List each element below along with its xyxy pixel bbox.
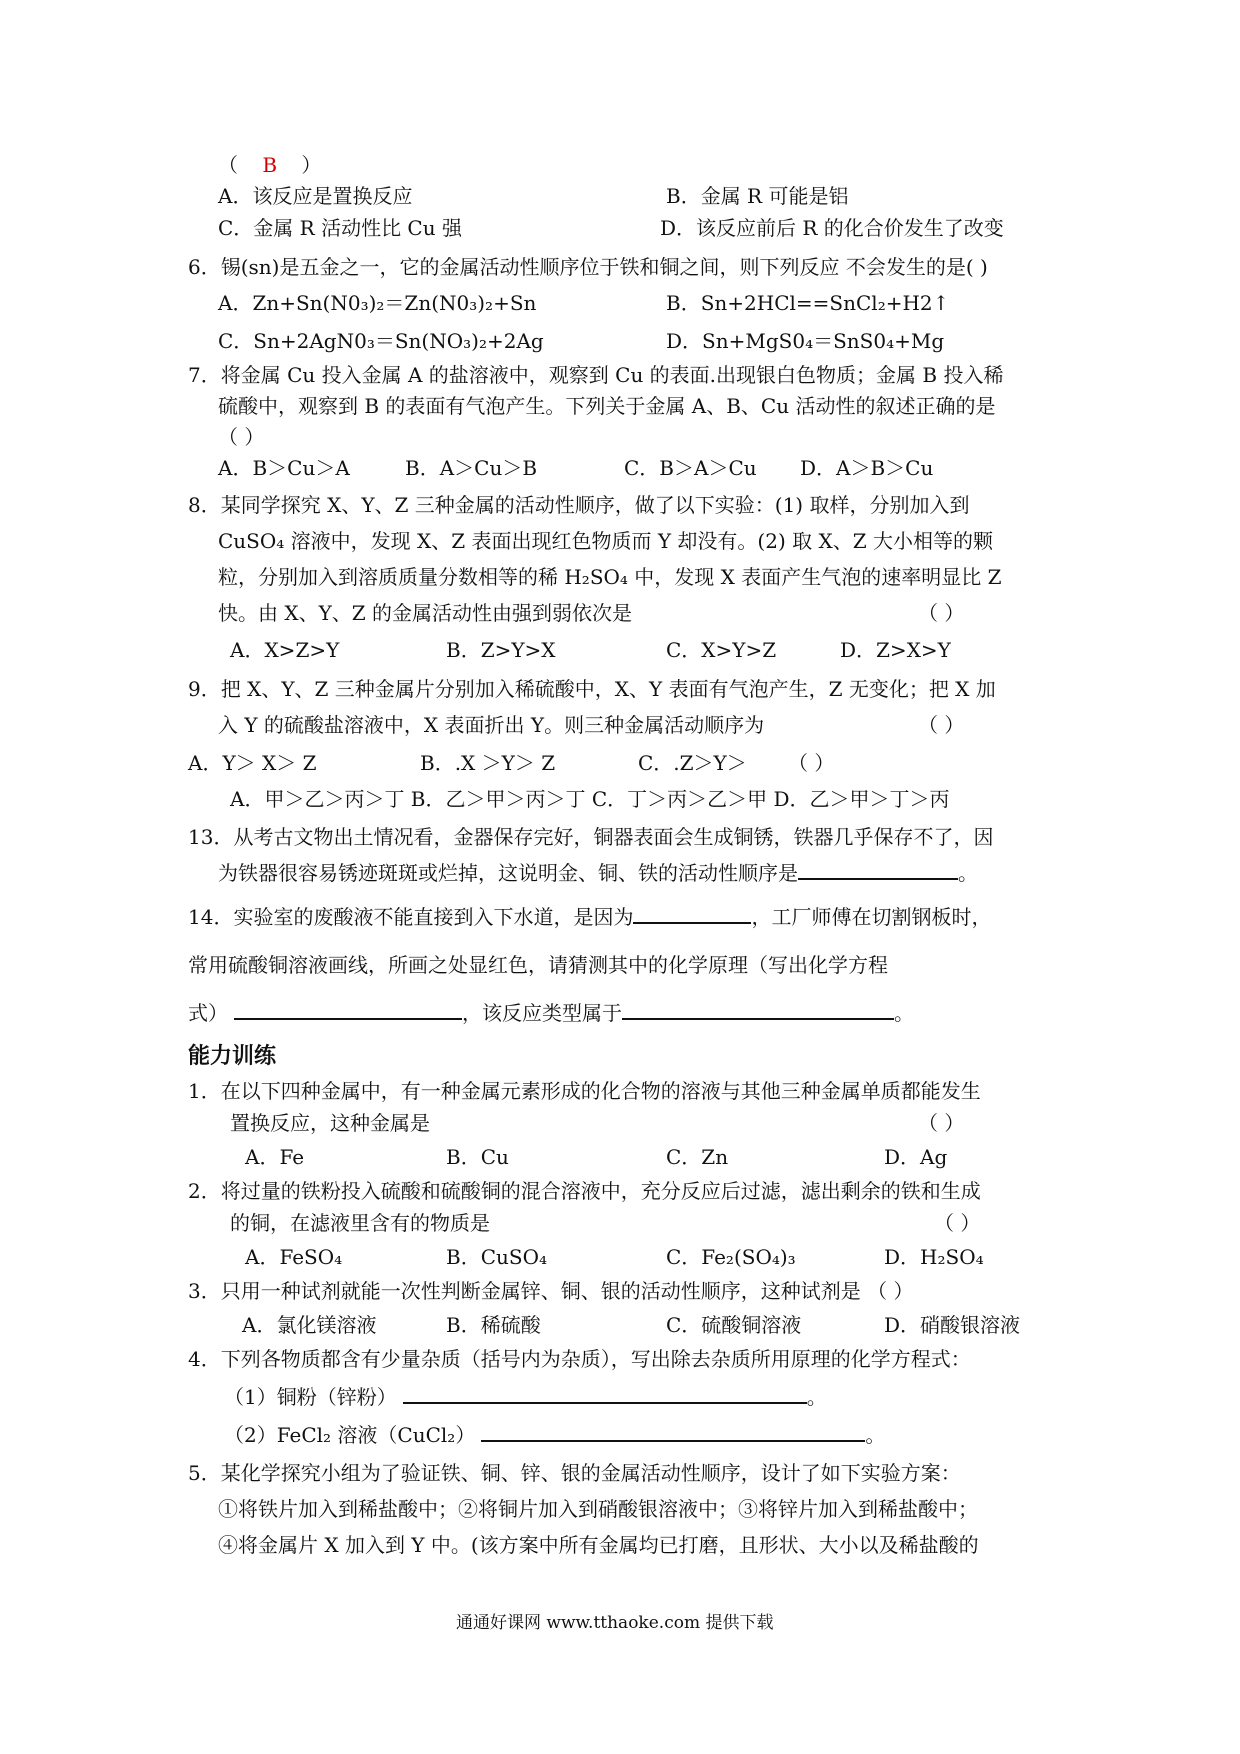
q9-line1: 9．把 X、Y、Z 三种金属片分别加入稀硫酸中，X、Y 表面有气泡产生，Z 无变化；把 X 加 [188, 677, 996, 701]
q8-option-a: A．X>Z>Y [230, 638, 340, 662]
q14-blank-1[interactable] [633, 904, 751, 924]
q14-line3-c: 。 [894, 1001, 914, 1025]
a4-item1-label: （1）铜粉（锌粉） [224, 1385, 397, 1409]
q7-option-c: C．B＞A＞Cu [624, 456, 757, 480]
q8-option-d: D．Z>X>Y [840, 638, 951, 662]
a2-line1: 2．将过量的铁粉投入硫酸和硫酸铜的混合溶液中，充分反应后过滤，滤出剩余的铁和生成 [188, 1179, 981, 1203]
a3-option-d: D．硝酸银溶液 [884, 1313, 1021, 1337]
extra-options-line: A．甲＞乙＞丙＞丁 B．乙＞甲＞丙＞丁 C．丁＞丙＞乙＞甲 D．乙＞甲＞丁＞丙 [230, 787, 950, 811]
section-heading: 能力训练 [188, 1044, 277, 1069]
q13-line1: 13．从考古文物出土情况看，金器保存完好，铜器表面会生成铜锈，铁器几乎保存不了，因 [188, 825, 994, 849]
q13-answer-blank[interactable] [798, 860, 958, 880]
q14-type-blank[interactable] [622, 1000, 894, 1020]
q9-answer-paren-2: （ ） [788, 751, 835, 775]
a3-option-a: A．氯化镁溶液 [242, 1313, 377, 1337]
q6-option-b: B．Sn+2HCl==SnCl₂+H2↑ [666, 291, 950, 315]
q9-answer-paren: （ ） [918, 713, 965, 737]
q13-end: 。 [958, 861, 978, 885]
q6-stem: 6．锡(sn)是五金之一，它的金属活动性顺序位于铁和铜之间，则下列反应 不会发生的是( ) [188, 255, 988, 279]
q9-line2: 入 Y 的硫酸盐溶液中，X 表面折出 Y。则三种金属活动顺序为 [218, 713, 765, 737]
q8-line3: 粒，分别加入到溶质质量分数相等的稀 H₂SO₄ 中，发现 X 表面产生气泡的速率明显比 Z [218, 565, 1002, 589]
q14-line3-b: ，该反应类型属于 [462, 1001, 622, 1025]
answer-line [218, 152, 321, 178]
a3-option-c: C．硫酸铜溶液 [666, 1313, 802, 1337]
q9-option-a: A．Y＞ X＞ Z [188, 751, 317, 775]
q13-line2 [218, 860, 978, 886]
q6-option-c: C．Sn+2AgN0₃＝Sn(NO₃)₂+2Ag [218, 329, 544, 353]
q14-line1-a: 14．实验室的废酸液不能直接到入下水道，是因为 [188, 905, 634, 929]
q6-option-a: A．Zn+Sn(N0₃)₂＝Zn(N0₃)₂+Sn [218, 291, 537, 315]
q7-option-a: A．B＞Cu＞A [218, 456, 350, 480]
a2-line2: 的铜，在滤液里含有的物质是 [230, 1211, 490, 1235]
a4-item2 [224, 1422, 885, 1448]
q14-equation-blank[interactable] [234, 1000, 462, 1020]
a2-option-b: B．CuSO₄ [446, 1245, 547, 1269]
q7-option-d: D．A＞B＞Cu [800, 456, 934, 480]
q9-option-c: C．.Z＞Y＞ [638, 751, 747, 775]
page-footer: 通通好课网 www.tthaoke.com 提供下载 [456, 1613, 774, 1633]
q8-answer-paren: （ ） [918, 601, 965, 625]
a2-option-a: A．FeSO₄ [245, 1245, 343, 1269]
a4-item1 [224, 1384, 827, 1410]
paren-open: （ [218, 153, 238, 177]
a2-option-d: D．H₂SO₄ [884, 1245, 984, 1269]
a5-line1: 5．某化学探究小组为了验证铁、铜、锌、银的金属活动性顺序，设计了如下实验方案： [188, 1461, 961, 1485]
a1-option-d: D．Ag [884, 1145, 948, 1169]
q14-line1 [188, 904, 991, 930]
a4-item2-blank[interactable] [481, 1422, 865, 1442]
a1-option-a: A．Fe [245, 1145, 305, 1169]
q6-option-d: D．Sn+MgS0₄＝SnS0₄+Mg [666, 329, 945, 353]
a4-item1-end: 。 [806, 1385, 827, 1409]
a3-line1: 3．只用一种试剂就能一次性判断金属锌、铜、银的活动性顺序，这种试剂是 （ ） [188, 1279, 914, 1303]
a1-option-c: C．Zn [666, 1145, 729, 1169]
a5-line3: ④将金属片 X 加入到 Y 中。(该方案中所有金属均已打磨，且形状、大小以及稀盐酸的 [218, 1533, 979, 1557]
q8-option-b: B．Z>Y>X [446, 638, 556, 662]
q8-option-c: C．X>Y>Z [666, 638, 777, 662]
q7-line1: 7．将金属 Cu 投入金属 A 的盐溶液中，观察到 Cu 的表面.出现银白色物质；金属 B 投入稀 [188, 363, 1004, 387]
q5-option-a: A．该反应是置换反应 [218, 184, 413, 208]
a4-item2-end: 。 [865, 1423, 886, 1447]
a4-line1: 4．下列各物质都含有少量杂质（括号内为杂质），写出除去杂质所用原理的化学方程式： [188, 1347, 971, 1371]
q9-option-b: B．.X ＞Y＞ Z [420, 751, 556, 775]
a1-line2: 置换反应，这种金属是 [230, 1111, 430, 1135]
q5-option-d: D．该反应前后 R 的化合价发生了改变 [660, 216, 1004, 240]
q7-option-b: B．A＞Cu＞B [405, 456, 538, 480]
q7-line3: （ ） [218, 425, 265, 449]
a1-option-b: B．Cu [446, 1145, 509, 1169]
paren-close: ） [301, 153, 322, 177]
q13-line2-text: 为铁器很容易锈迹斑斑或烂掉，这说明金、铜、铁的活动性顺序是 [218, 861, 798, 885]
q8-line1: 8．某同学探究 X、Y、Z 三种金属的活动性顺序，做了以下实验：(1) 取样，分别加入到 [188, 493, 970, 517]
q14-line2: 常用硫酸铜溶液画线，所画之处显红色，请猜测其中的化学原理（写出化学方程 [188, 953, 888, 977]
a2-option-c: C．Fe₂(SO₄)₃ [666, 1245, 796, 1269]
q14-line1-b: ，工厂师傅在切割钢板时， [751, 905, 992, 929]
q8-line4: 快。由 X、Y、Z 的金属活动性由强到弱依次是 [218, 601, 633, 625]
a1-line1: 1．在以下四种金属中，有一种金属元素形成的化合物的溶液与其他三种金属单质都能发生 [188, 1079, 981, 1103]
a4-item2-label: （2）FeCl₂ 溶液（CuCl₂） [224, 1423, 476, 1447]
a2-answer-paren: （ ） [934, 1211, 981, 1235]
a3-option-b: B．稀硫酸 [446, 1313, 541, 1337]
q7-line2: 硫酸中，观察到 B 的表面有气泡产生。下列关于金属 A、B、Cu 活动性的叙述正确的是 [218, 394, 996, 418]
q5-option-b: B．金属 R 可能是铝 [666, 184, 849, 208]
q5-option-c: C．金属 R 活动性比 Cu 强 [218, 216, 462, 240]
a1-answer-paren: （ ） [918, 1111, 965, 1135]
a4-item1-blank[interactable] [403, 1384, 807, 1404]
answer-value: B [262, 153, 278, 177]
q14-line3-a: 式） [188, 1001, 228, 1025]
q14-line3 [188, 1000, 914, 1026]
a5-line2: ①将铁片加入到稀盐酸中；②将铜片加入到硝酸银溶液中；③将锌片加入到稀盐酸中； [218, 1497, 978, 1521]
q8-line2: CuSO₄ 溶液中，发现 X、Z 表面出现红色物质而 Y 却没有。(2) 取 X、Z 大小相等的颗 [218, 529, 993, 553]
